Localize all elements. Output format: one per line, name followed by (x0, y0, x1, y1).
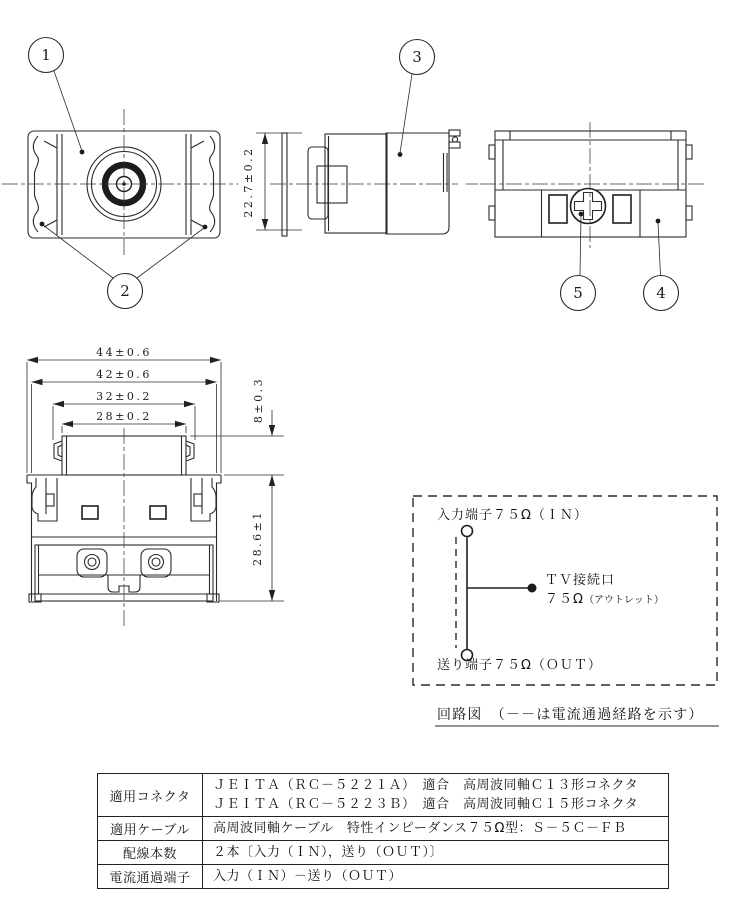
callout-number: 4 (656, 284, 666, 302)
callout-number: 3 (412, 48, 422, 66)
output-terminal-label: 送り端子７５Ω（ＯＵＴ） (437, 658, 602, 673)
spec-table (97, 773, 669, 889)
tv-impedance-label: ７５Ω（アウトレット） (545, 592, 664, 607)
dim-label: 32±0.2 (96, 390, 152, 403)
dim-height-22-7 (242, 133, 302, 230)
terminal-screw (571, 189, 606, 224)
circuit-boundary (413, 496, 717, 685)
row-value-line: ２本〔入力（ＩＮ），送り（ＯＵＴ）〕 (213, 845, 444, 860)
row-value-line: 高周波同軸ケーブル 特性インピーダンス７５Ω型：Ｓ－５Ｃ－ＦＢ (213, 821, 627, 836)
callout-3 (398, 40, 435, 157)
table-row-current-terminals (98, 865, 669, 889)
dim-label: 44±0.6 (96, 346, 152, 359)
wire-hole-in (549, 195, 567, 223)
dim-label: 22.7±0.2 (242, 146, 255, 218)
callout-4 (644, 219, 679, 311)
dim-height-28-6 (220, 475, 284, 601)
terminal-screw-left (77, 549, 107, 577)
row-label: 適用ケーブル (98, 817, 203, 841)
wire-hole-out (613, 195, 631, 223)
table-row-connector (98, 774, 669, 817)
tv-port-label: ＴＶ接続口 (545, 573, 616, 588)
input-terminal-label: 入力端子７５Ω（ＩＮ） (437, 508, 588, 523)
row-label: 配線本数 (98, 841, 203, 865)
circuit-caption (435, 706, 719, 726)
mounting-hook (444, 130, 461, 192)
row-value-line: ＪＥＩＴＡ（ＲＣ－５２２１Ａ） 適合 高周波同軸Ｃ１３形コネクタ (213, 778, 639, 793)
terminal-screw-right (141, 549, 171, 577)
dim-label: 28±0.2 (96, 410, 152, 423)
dim-label: 8±0.3 (252, 376, 265, 424)
callout-2 (40, 222, 208, 309)
latch-hole (82, 506, 98, 519)
front-view (2, 109, 238, 258)
side-view (242, 130, 478, 236)
caption-text: 回路図 （－－は電流通過経路を示す） (437, 707, 704, 723)
table-row-cable (98, 817, 669, 841)
tv-outlet-node (528, 584, 537, 593)
callout-number: 1 (41, 46, 51, 64)
dim-label: 42±0.6 (96, 368, 152, 381)
dimensioned-view (27, 346, 284, 628)
dim-label: 28.6±1 (251, 510, 264, 566)
callout-number: 5 (573, 284, 583, 302)
latch-hole (150, 506, 166, 519)
dim-height-8 (190, 377, 284, 475)
circuit-diagram (413, 496, 717, 685)
back-view (480, 122, 704, 248)
row-value-line: ＪＥＩＴＡ（ＲＣ－５２２３Ｂ） 適合 高周波同軸Ｃ１５形コネクタ (213, 797, 639, 812)
row-value-line: 入力（ＩＮ）－送り（ＯＵＴ） (213, 869, 403, 884)
table-row-wire-count (98, 841, 669, 865)
input-terminal-node (462, 526, 473, 537)
row-label: 電流通過端子 (98, 865, 203, 889)
row-label: 適用コネクタ (98, 774, 203, 817)
callout-number: 2 (120, 282, 130, 300)
